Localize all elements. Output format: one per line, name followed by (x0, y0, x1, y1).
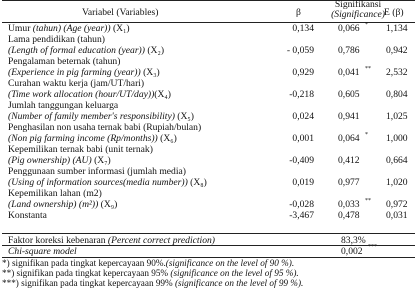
beta-value: -0,218 (289, 89, 314, 100)
variable-label: Kepemilikan ternak babi (unit ternak) (8, 144, 153, 155)
variable-label: Konstanta (8, 210, 47, 221)
exp-beta-value: 1,134 (386, 23, 408, 34)
exp-beta-value: 0,972 (386, 199, 408, 210)
variable-label: (Length of formal education (year)) (X₂) (8, 45, 165, 56)
summary-mid-rule (2, 245, 415, 246)
variable-label: (Non pig farming income (Rp/months)) (X₆) (8, 133, 177, 144)
beta-value: -3,467 (289, 210, 314, 221)
variable-label: Curahan waktu kerja (jam/UT/hari) (8, 78, 145, 89)
summary-value: 83,3% (341, 235, 366, 246)
exp-beta-value: 0,031 (386, 210, 408, 221)
variable-label: (Using of information sources(media number)) (X₈) (8, 177, 207, 188)
exp-beta-value: 2,532 (386, 67, 408, 78)
exp-beta-value: 0,942 (386, 45, 408, 56)
significance-value: 0,478 (338, 210, 360, 221)
significance-value: 0,066 (338, 23, 360, 34)
exp-beta-value: 1,000 (386, 133, 408, 144)
significance-note: **) signifikan pada tingkat kepercayaan 95% (significance on the level of 95 %). (2, 268, 299, 278)
summary-value: 0,002 (341, 246, 363, 257)
beta-value: 0,019 (292, 177, 314, 188)
beta-value: 0,134 (292, 23, 314, 34)
significance-value: 0,064 (338, 133, 360, 144)
variable-label: Penghasilan non usaha ternak babi (Rupiah/bulan) (8, 122, 202, 133)
header-significance: Signifikansi (334, 0, 382, 10)
header-beta: β (296, 7, 301, 18)
variable-label: (Number of family member's responsibility) (X₅) (8, 111, 194, 122)
significance-value: 0,977 (338, 177, 360, 188)
exp-beta-value: 0,664 (386, 155, 408, 166)
significance-value: 0,033 (338, 199, 360, 210)
variable-label: (Land ownership) (m²)) (X₉) (8, 199, 118, 210)
variable-label: Penggunaan sumber informasi (jumlah media) (8, 166, 186, 177)
variable-label: Pengalaman beternak (tahun) (8, 56, 121, 67)
variable-label: Lama pendidikan (tahun) (8, 34, 105, 45)
beta-value: - 0,059 (286, 45, 314, 56)
summary-label: Faktor koreksi kebenaran (Percent correct prediction) (8, 235, 215, 246)
variable-label: Kepemilikan lahan (m2) (8, 188, 102, 199)
logit-regression-table: Variabel (Variables) β Signifikansi (Significance) E (β) Umur (tahun) (Age (year)) (X₁) 0,134 0,066 * 1,134 Lama pendidikan (tahun) (Length of formal education (year)) (X₂) - 0,059 0,786 0,942 Pengalaman beternak (tahun) (Experience in pig farming (year)) (X₃) 0,929 0,041 ** 2,532 Curahan waktu kerja (jam/UT/hari) (Time work allocation (hour/UT/day))(X₄) -0,218 0,605 0,804 Jumlah tanggungan keluarga (Number of family member's responsibility) (X₅) 0,024 0,941 1,025 Penghasilan non usaha ternak babi (Rupiah/bulan) (Non pig farming income (Rp/months)) (X₆) 0,001 0,064 * 1,000 Kepemilikan ternak babi (unit ternak) (Pig ownership) (AU) (X₇) -0,409 0,412 0,664 Penggunaan sumber informasi (jumlah media) (Using of information sources(media number)) (X₈) 0,019 0,977 1,020 Kepemilikan lahan (m2) (Land ownership) (m²)) (X₉) -0,028 0,033 ** 0,972 Konstanta -3,467 0,478 0,031 Faktor koreksi kebenaran (Percent correct prediction) 83,3% Chi-square model 0,002 *** *) signifikan pada tingkat kepercayaan 90%.(significance on the level of 90 %). **) signifikan pada tingkat kepercayaan 95% (significance on the level of 95 %). ***) signifikan pada tingkat kepercayaan 99% (significance on the level of 99 %). (0, 0, 417, 289)
significance-value: 0,941 (338, 111, 360, 122)
significance-value: 0,605 (338, 89, 360, 100)
header-variable: Variabel (Variables) (82, 7, 159, 18)
exp-beta-value: 1,025 (386, 111, 408, 122)
significance-note: *) signifikan pada tingkat kepercayaan 90%.(significance on the level of 90 %). (2, 258, 295, 268)
beta-value: -0,028 (289, 199, 314, 210)
significance-value: 0,041 (338, 67, 360, 78)
header-significance-en: (Significance) (331, 9, 385, 20)
variable-label: (Experience in pig farming (year)) (X₃) (8, 67, 160, 78)
significance-note: ***) signifikan pada tingkat kepercayaan 99% (significance on the level of 99 %). (2, 278, 304, 288)
summary-label: Chi-square model (8, 246, 77, 257)
beta-value: 0,929 (292, 67, 314, 78)
beta-value: 0,024 (292, 111, 314, 122)
beta-value: -0,409 (289, 155, 314, 166)
variable-label: (Time work allocation (hour/UT/day))(X₄) (8, 89, 171, 100)
exp-beta-value: 1,020 (386, 177, 408, 188)
significance-value: 0,786 (338, 45, 360, 56)
variable-label: Umur (tahun) (Age (year)) (X₁) (8, 23, 130, 34)
summary-top-rule (2, 233, 415, 234)
significance-value: 0,412 (338, 155, 360, 166)
beta-value: 0,001 (292, 133, 314, 144)
variable-label: Jumlah tanggungan keluarga (8, 100, 119, 111)
variable-label: (Pig ownership) (AU) (X₇) (8, 155, 111, 166)
exp-beta-value: 0,804 (386, 89, 408, 100)
header-exp-beta: E (β) (384, 7, 404, 18)
